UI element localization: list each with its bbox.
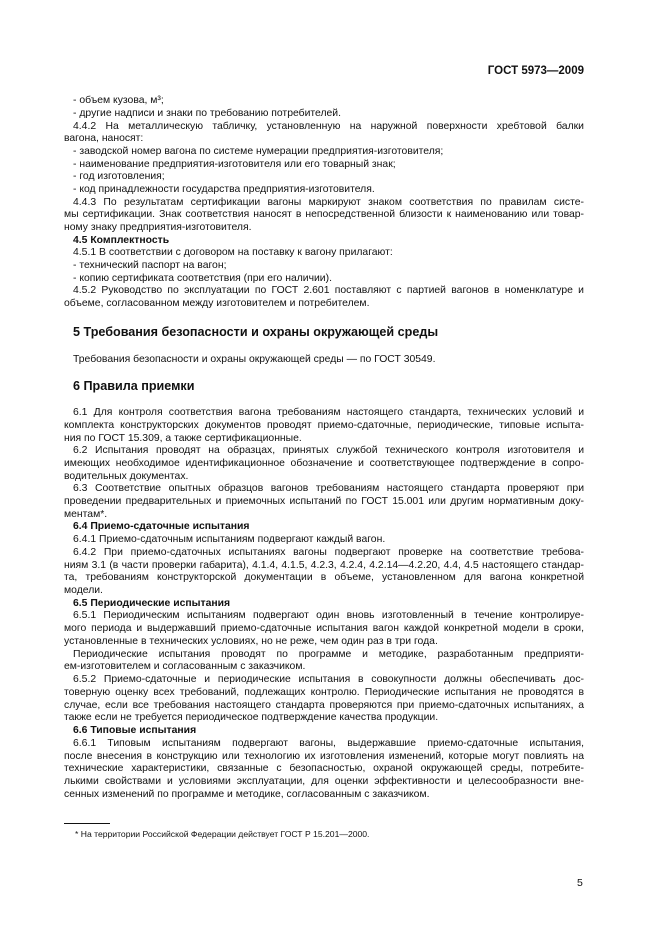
list-item: - заводской номер вагона по системе нумерации предприятия-изготовителя; [73,146,444,157]
paragraph-line: водительных документах. [64,471,189,482]
paragraph-line: ментам*. [64,509,108,520]
paragraph-line: 6.4.2 При приемо-сдаточных испытаниях вагоны подвергают проверке на соответствие требова- [73,547,584,558]
subsection-heading: 6.6 Типовые испытания [73,725,197,736]
paragraph-line: проведении предварительных и приемочных испытаний по ГОСТ 15.001 или другим нормативным доку- [64,496,584,507]
paragraph-line: 6.4.1 Приемо-сдаточным испытаниям подвергают каждый вагон. [73,534,386,545]
paragraph-line: та, требованиям конструкторской документации в объеме, установленном для вагона конкретной [64,572,584,583]
paragraph-line: 4.4.2 На металлическую табличку, установленную на наружной поверхности хребтовой балки [73,121,584,132]
subsection-heading: 6.4 Приемо-сдаточные испытания [73,521,250,532]
subsection-heading: 4.5 Комплектность [73,235,170,246]
paragraph-line: комплекта конструкторских документов проводят приемо-сдаточные, периодические, типовые испыта- [64,420,584,431]
paragraph-line: ем-изготовителем и согласованным с заказчиком. [64,661,306,672]
paragraph-line: модели. [64,585,103,596]
paragraph-line: установленные в технических условиях, но не реже, чем один раз в три года. [64,636,438,647]
paragraph-line: ному знаку предприятия-изготовителя. [64,222,252,233]
subsection-heading: 6.5 Периодические испытания [73,598,231,609]
paragraph-line: 4.5.2 Руководство по эксплуатации по ГОСТ 2.601 поставляют с партией вагонов в номенклатуре и [73,285,584,296]
paragraph-line: 6.1 Для контроля соответствия вагона требованиям настоящего стандарта, технических условий и [73,407,584,418]
paragraph-line: имеющих необходимое идентификационное обозначение и соответствующее подтверждение в сопро- [64,458,584,469]
section-heading: 5 Требования безопасности и охраны окружающей среды [73,325,439,339]
paragraph-line: технические характеристики, связанные с безопасностью, охраной окружающей среды, потребите- [64,763,584,774]
paragraph-line: мого периода и выдержавший приемо-сдаточные испытания вагон каждой конкретной модели в сроки, [64,623,584,634]
paragraph-line: мы сертификации. Знак соответствия наносят в непосредственной близости к наименованию или товар- [64,209,584,220]
footnote: * На территории Российской Федерации действует ГОСТ Р 15.201—2000. [75,829,370,839]
list-item: - технический паспорт на вагон; [73,260,227,271]
paragraph-line: 4.5.1 В соответствии с договором на поставку к вагону прилагают: [73,247,393,258]
paragraph-line: лькими свойствами и условиями эксплуатации, для оценки эффективности и целесообразности вне- [64,776,584,787]
section-heading: 6 Правила приемки [73,379,195,393]
paragraph-line: ниям 3.1 (в части проверки габарита), 4.1.4, 4.1.5, 4.2.3, 4.2.4, 4.2.14—4.2.20, 4.4, 4.5 настоящего стандар- [64,560,584,571]
list-item: - копию сертификата соответствия (при его наличии). [73,273,332,284]
list-item: - объем кузова, м³; [73,95,164,106]
paragraph-line: Периодические испытания проводят по программе и методике, разработанным предприяти- [73,649,584,660]
paragraph-line: 6.6.1 Типовым испытаниям подвергают вагоны, выдержавшие приемо-сдаточные испытания, [73,738,584,749]
paragraph-line: 6.2 Испытания проводят на образцах, принятых службой технического контроля изготовителя и [73,445,584,456]
paragraph-line: ния по ГОСТ 15.309, а также сертификационные. [64,433,302,444]
list-item: - наименование предприятия-изготовителя или его товарный знак; [73,159,396,170]
paragraph-line: 4.4.3 По результатам сертификации вагоны маркируют знаком соответствия по правилам систе- [73,197,584,208]
paragraph-line: 6.5.2 Приемо-сдаточные и периодические испытания в совокупности должны обеспечивать дос- [73,674,584,685]
paragraph-line: вагона, наносят: [64,133,144,144]
paragraph-line: после внесения в конструкцию или технологию их изготовления изменений, которые могут повлиять на [64,751,584,762]
paragraph-line: также если не требуется периодическое подтверждение качества продукции. [64,712,439,723]
document-header: ГОСТ 5973—2009 [487,65,584,77]
page-number: 5 [577,877,583,889]
list-item: - другие надписи и знаки по требованию потребителей. [73,108,341,119]
list-item: - год изготовления; [73,171,165,182]
paragraph-line: товерную оценку всех требований, подлежащих контролю. Периодические испытания не проводятся в [64,687,584,698]
paragraph-line: объеме, согласованном между изготовителем и потребителем. [64,298,370,309]
paragraph-line: случае, если все требования настоящего стандарта проверяются при приемо-сдаточных испытаниях, а [64,700,584,711]
paragraph-line: 6.3 Соответствие опытных образцов вагонов требованиям настоящего стандарта проверяют при [73,483,584,494]
paragraph-line: сенных изменений по программе и методике, согласованным с заказчиком. [64,789,430,800]
list-item: - код принадлежности государства предприятия-изготовителя. [73,184,375,195]
paragraph-line: 6.5.1 Периодическим испытаниям подвергают один вновь изготовленный в течение контролируе- [73,610,584,621]
paragraph-line: Требования безопасности и охраны окружающей среды — по ГОСТ 30549. [73,354,436,365]
footnote-divider [64,823,110,824]
